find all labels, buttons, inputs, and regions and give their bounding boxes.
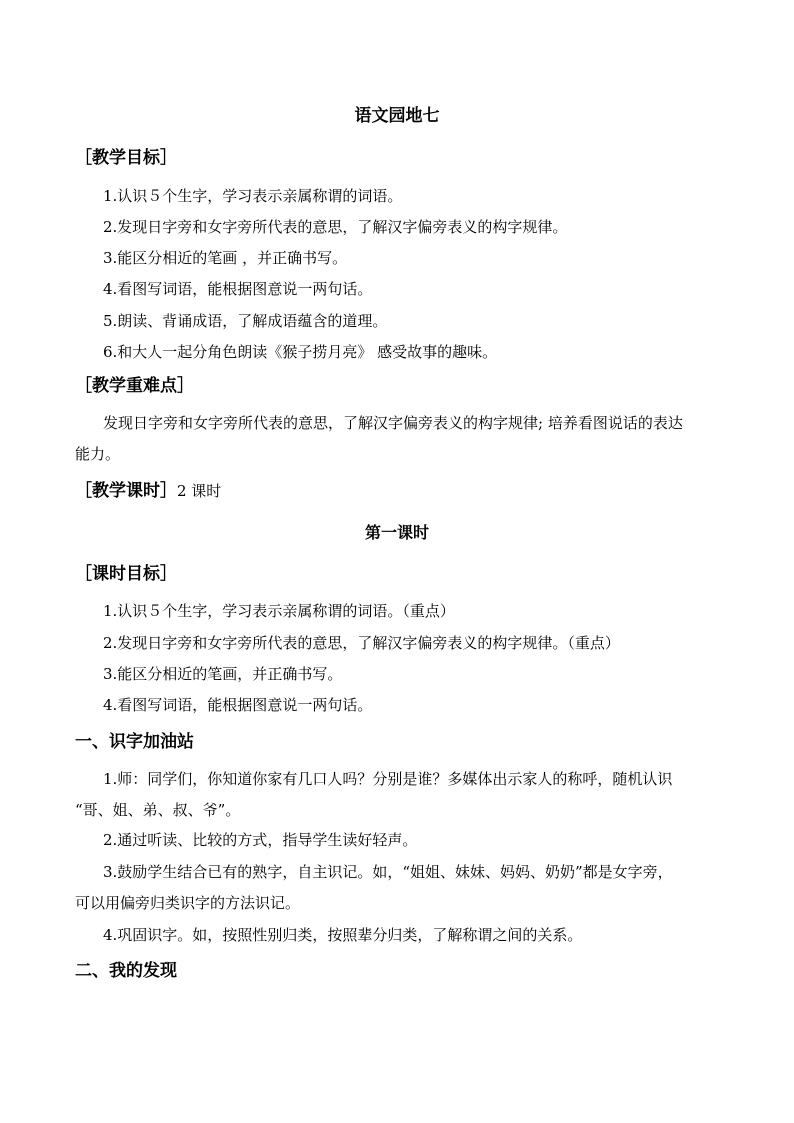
teaching-goals-heading: ［教学目标］	[75, 148, 177, 168]
teaching-goal-item: 1.认识５个生字，学习表示亲属称谓的词语。	[103, 187, 403, 205]
document-title: 语文园地七	[354, 106, 440, 126]
section2-heading: 二、我的发现	[75, 961, 177, 981]
section1-paragraph: 4.巩固识字。如，按照性别归类，按照辈分归类，了解称谓之间的关系。	[103, 926, 583, 944]
teaching-goal-item: 4.看图写词语，能根据图意说一两句话。	[103, 280, 373, 298]
first-lesson-title: 第一课时	[364, 523, 429, 542]
section1-paragraph-continued: “哥、姐、弟、叔、爷”。	[75, 801, 241, 819]
class-hours-value: 2 课时	[177, 482, 222, 500]
lesson-goal-item: 2.发现日字旁和女字旁所代表的意思，了解汉字偏旁表义的构字规律。（重点）	[103, 634, 620, 652]
lesson-goal-item: 3.能区分相近的笔画，并正确书写。	[103, 665, 343, 683]
section1-paragraph: 2.通过听读、比较的方式，指导学生读好轻声。	[103, 831, 418, 849]
class-hours-heading: ［教学课时］	[75, 481, 177, 501]
teaching-goal-item: 2.发现日字旁和女字旁所代表的意思，了解汉字偏旁表义的构字规律。	[103, 218, 568, 236]
section1-paragraph: 1.师：同学们，你知道你家有几口人吗？分别是谁？多媒体出示家人的称呼，随机认识	[103, 770, 673, 788]
section1-paragraph: 3.鼓励学生结合已有的熟字，自主识记。如，“姐姐、妹妹、妈妈、奶奶”都是女字旁，	[103, 863, 673, 881]
teaching-goal-item: 5.朗读、背诵成语，了解成语蕴含的道理。	[103, 312, 388, 330]
lesson-goal-item: 4.看图写词语，能根据图意说一两句话。	[103, 696, 373, 714]
class-hours-row	[75, 481, 221, 501]
lesson-goal-item: 1.认识５个生字，学习表示亲属称谓的词语。（重点）	[103, 602, 455, 620]
teaching-goal-item: 6.和大人一起分角色朗读《猴子捞月亮》 感受故事的趣味。	[103, 343, 498, 361]
teaching-goal-item: 3.能区分相近的笔画 ，并正确书写。	[103, 249, 348, 267]
key-points-text: 发现日字旁和女字旁所代表的意思，了解汉字偏旁表义的构字规律; 培养看图说话的表达	[103, 414, 683, 432]
key-points-text-continued: 能力。	[75, 445, 121, 463]
lesson-goals-heading: ［课时目标］	[75, 564, 177, 584]
key-points-heading: ［教学重难点］	[75, 376, 194, 396]
section1-paragraph-continued: 可以用偏旁归类识字的方法识记。	[75, 894, 301, 912]
section1-heading: 一、识字加油站	[75, 732, 194, 752]
